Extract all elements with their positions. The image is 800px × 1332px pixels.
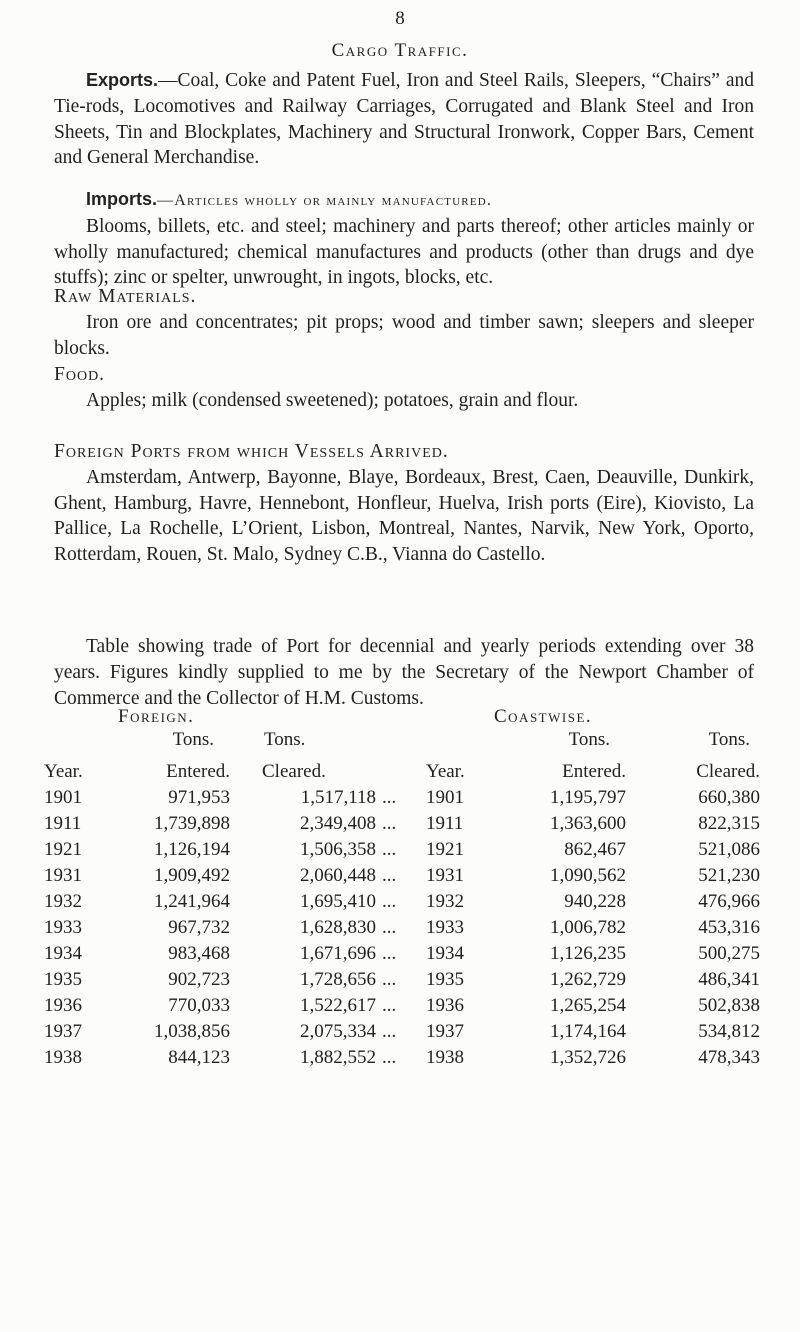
row-year-2: 1911	[426, 813, 464, 834]
foreign-group-label: Foreign.	[118, 706, 195, 727]
row-foreign-entered: 1,038,856	[154, 1021, 230, 1042]
row-year-2: 1932	[426, 891, 464, 912]
row-dots: ...	[382, 995, 397, 1016]
row-foreign-cleared: 2,349,408	[300, 813, 376, 834]
row-dots: ...	[382, 891, 397, 912]
row-coast-entered: 1,265,254	[550, 995, 626, 1016]
table-intro-text: Table showing trade of Port for decennial and yearly periods extending over 38 years. Figures kindly supplied to me by the Secretary of the Newport Chamber of Commerce and the Collector of H.M. Customs.	[54, 636, 754, 709]
row-foreign-cleared: 2,060,448	[300, 865, 376, 886]
row-foreign-entered: 770,033	[168, 995, 230, 1016]
col-foreign-cleared: Cleared.	[262, 761, 326, 782]
col-foreign-cleared-top: Tons.	[264, 729, 306, 750]
row-year: 1936	[44, 995, 82, 1016]
row-coast-entered: 940,228	[564, 891, 626, 912]
row-foreign-entered: 1,241,964	[154, 891, 230, 912]
exports-section	[54, 68, 754, 171]
running-title: Cargo Traffic.	[331, 40, 469, 61]
row-foreign-entered: 967,732	[168, 917, 230, 938]
table-header-bottom	[44, 751, 760, 785]
foreign-ports-section	[54, 439, 754, 568]
row-year: 1931	[44, 865, 82, 886]
table-row	[44, 967, 760, 993]
row-dots: ...	[382, 813, 397, 834]
row-coast-cleared: 500,275	[698, 943, 761, 964]
foreign-ports-text: Amsterdam, Antwerp, Bayonne, Blaye, Bordeaux, Brest, Caen, Deauville, Dunkirk, Ghent, Hamburg, Havre, Hennebont, Honfleur, Huelva, Irish ports (Eire), Kiovisto, La Pallice, La Rochelle, L’Orient, Lisbon, Montreal, Nantes, Narvik, New York, Oporto, Rotterdam, Rouen, St. Malo, Sydney C.B., Vianna do Castello.	[54, 466, 754, 566]
row-coast-entered: 1,126,235	[550, 943, 626, 964]
row-coast-cleared: 660,380	[698, 787, 761, 808]
row-dots: ...	[382, 917, 397, 938]
row-foreign-cleared: 1,506,358	[300, 839, 376, 860]
col-coast-entered: Entered.	[562, 761, 626, 782]
row-foreign-cleared: 1,628,830	[300, 917, 376, 938]
row-foreign-entered: 844,123	[168, 1047, 230, 1068]
foreign-ports-heading: Foreign Ports from which Vessels Arrived.	[54, 441, 449, 462]
table-row	[44, 1045, 760, 1071]
row-dots: ...	[382, 1047, 397, 1068]
table-row	[44, 915, 760, 941]
row-year: 1901	[44, 787, 82, 808]
col-foreign-entered-top: Tons.	[172, 729, 214, 750]
table-row	[44, 837, 760, 863]
row-foreign-entered: 971,953	[168, 787, 230, 808]
row-foreign-cleared: 1,882,552	[300, 1047, 376, 1068]
table-group-header	[44, 705, 760, 728]
col-year: Year.	[44, 761, 83, 782]
row-foreign-cleared: 1,522,617	[300, 995, 376, 1016]
row-foreign-entered: 1,909,492	[154, 865, 230, 886]
row-dots: ...	[382, 839, 397, 860]
row-dots: ...	[382, 865, 397, 886]
row-foreign-cleared: 2,075,334	[300, 1021, 376, 1042]
imports-section	[54, 187, 754, 291]
food-section	[54, 362, 754, 414]
food-text: Apples; milk (condensed sweetened); potatoes, grain and flour.	[86, 389, 579, 411]
row-coast-cleared: 478,343	[698, 1047, 761, 1068]
row-foreign-cleared: 1,728,656	[300, 969, 376, 990]
imports-subheading: —Articles wholly or mainly manufactured.	[157, 192, 493, 209]
row-foreign-cleared: 1,671,696	[300, 943, 376, 964]
row-foreign-cleared: 1,517,118	[300, 787, 376, 808]
row-foreign-entered: 983,468	[168, 943, 230, 964]
row-coast-entered: 1,174,164	[550, 1021, 626, 1042]
row-year-2: 1921	[426, 839, 464, 860]
row-coast-cleared: 534,812	[698, 1021, 761, 1042]
table-row	[44, 811, 760, 837]
row-year-2: 1937	[426, 1021, 464, 1042]
trade-table	[44, 705, 760, 1071]
row-coast-cleared: 822,315	[698, 813, 761, 834]
table-row	[44, 993, 760, 1019]
exports-text: —Coal, Coke and Patent Fuel, Iron and Steel Rails, Sleepers, “Chairs” and Tie-rods, Locomotives and Railway Carriages, Corrugated and Blank Steel and Iron Sheets, Tin and Blockplates, Machinery and Structural Ironwork, Copper Bars, Cement and General Merchandise.	[54, 70, 754, 169]
row-year: 1911	[44, 813, 82, 834]
col-coast-cleared-top: Tons.	[708, 729, 751, 750]
row-year-2: 1935	[426, 969, 464, 990]
row-coast-cleared: 502,838	[698, 995, 761, 1016]
row-year-2: 1933	[426, 917, 464, 938]
row-coast-cleared: 486,341	[698, 969, 761, 990]
row-coast-entered: 862,467	[564, 839, 626, 860]
table-intro	[54, 634, 754, 711]
row-dots: ...	[382, 969, 397, 990]
row-coast-entered: 1,262,729	[550, 969, 626, 990]
table-header-top	[44, 728, 760, 751]
page-number: 8	[395, 8, 405, 29]
row-foreign-entered: 902,723	[168, 969, 230, 990]
row-year: 1934	[44, 943, 82, 964]
row-coast-entered: 1,363,600	[550, 813, 626, 834]
table-row	[44, 889, 760, 915]
row-year-2: 1936	[426, 995, 464, 1016]
row-year-2: 1938	[426, 1047, 464, 1068]
row-year: 1938	[44, 1047, 82, 1068]
row-year: 1921	[44, 839, 82, 860]
row-coast-entered: 1,090,562	[550, 865, 626, 886]
row-year-2: 1931	[426, 865, 464, 886]
row-year: 1937	[44, 1021, 82, 1042]
row-coast-cleared: 521,086	[698, 839, 761, 860]
row-year-2: 1901	[426, 787, 464, 808]
row-foreign-entered: 1,739,898	[154, 813, 230, 834]
exports-heading: Exports.	[86, 70, 159, 90]
row-coast-entered: 1,195,797	[550, 787, 626, 808]
row-year-2: 1934	[426, 943, 464, 964]
table-row	[44, 863, 760, 889]
food-heading: Food.	[54, 364, 106, 385]
row-year: 1935	[44, 969, 82, 990]
row-coast-cleared: 476,966	[698, 891, 761, 912]
col-year-2: Year.	[426, 761, 465, 782]
table-row	[44, 1019, 760, 1045]
row-coast-cleared: 453,316	[698, 917, 761, 938]
raw-materials-text: Iron ore and concentrates; pit props; wood and timber sawn; sleepers and sleeper blocks.	[54, 311, 754, 359]
row-year: 1932	[44, 891, 82, 912]
table-row	[44, 785, 760, 811]
row-dots: ...	[382, 1021, 397, 1042]
row-year: 1933	[44, 917, 82, 938]
row-foreign-cleared: 1,695,410	[300, 891, 376, 912]
col-coast-entered-top: Tons.	[568, 729, 610, 750]
row-foreign-entered: 1,126,194	[154, 839, 230, 860]
row-coast-entered: 1,352,726	[550, 1047, 626, 1068]
coastwise-group-label: Coastwise.	[494, 706, 593, 727]
raw-materials-heading: Raw Materials.	[54, 286, 197, 307]
row-dots: ...	[382, 943, 397, 964]
col-coast-cleared: Cleared.	[696, 761, 761, 782]
imports-text: Blooms, billets, etc. and steel; machinery and parts thereof; other articles mainly or wholly manufactured; chemical manufactures and products (other than drugs and dye stuffs); zinc or spelter, unwrought, in ingots, blocks, etc.	[54, 215, 754, 289]
col-foreign-entered: Entered.	[166, 761, 230, 782]
row-dots: ...	[382, 787, 397, 808]
row-coast-cleared: 521,230	[698, 865, 761, 886]
imports-heading: Imports.	[86, 189, 158, 209]
table-row	[44, 941, 760, 967]
raw-materials-section	[54, 284, 754, 361]
row-coast-entered: 1,006,782	[550, 917, 626, 938]
